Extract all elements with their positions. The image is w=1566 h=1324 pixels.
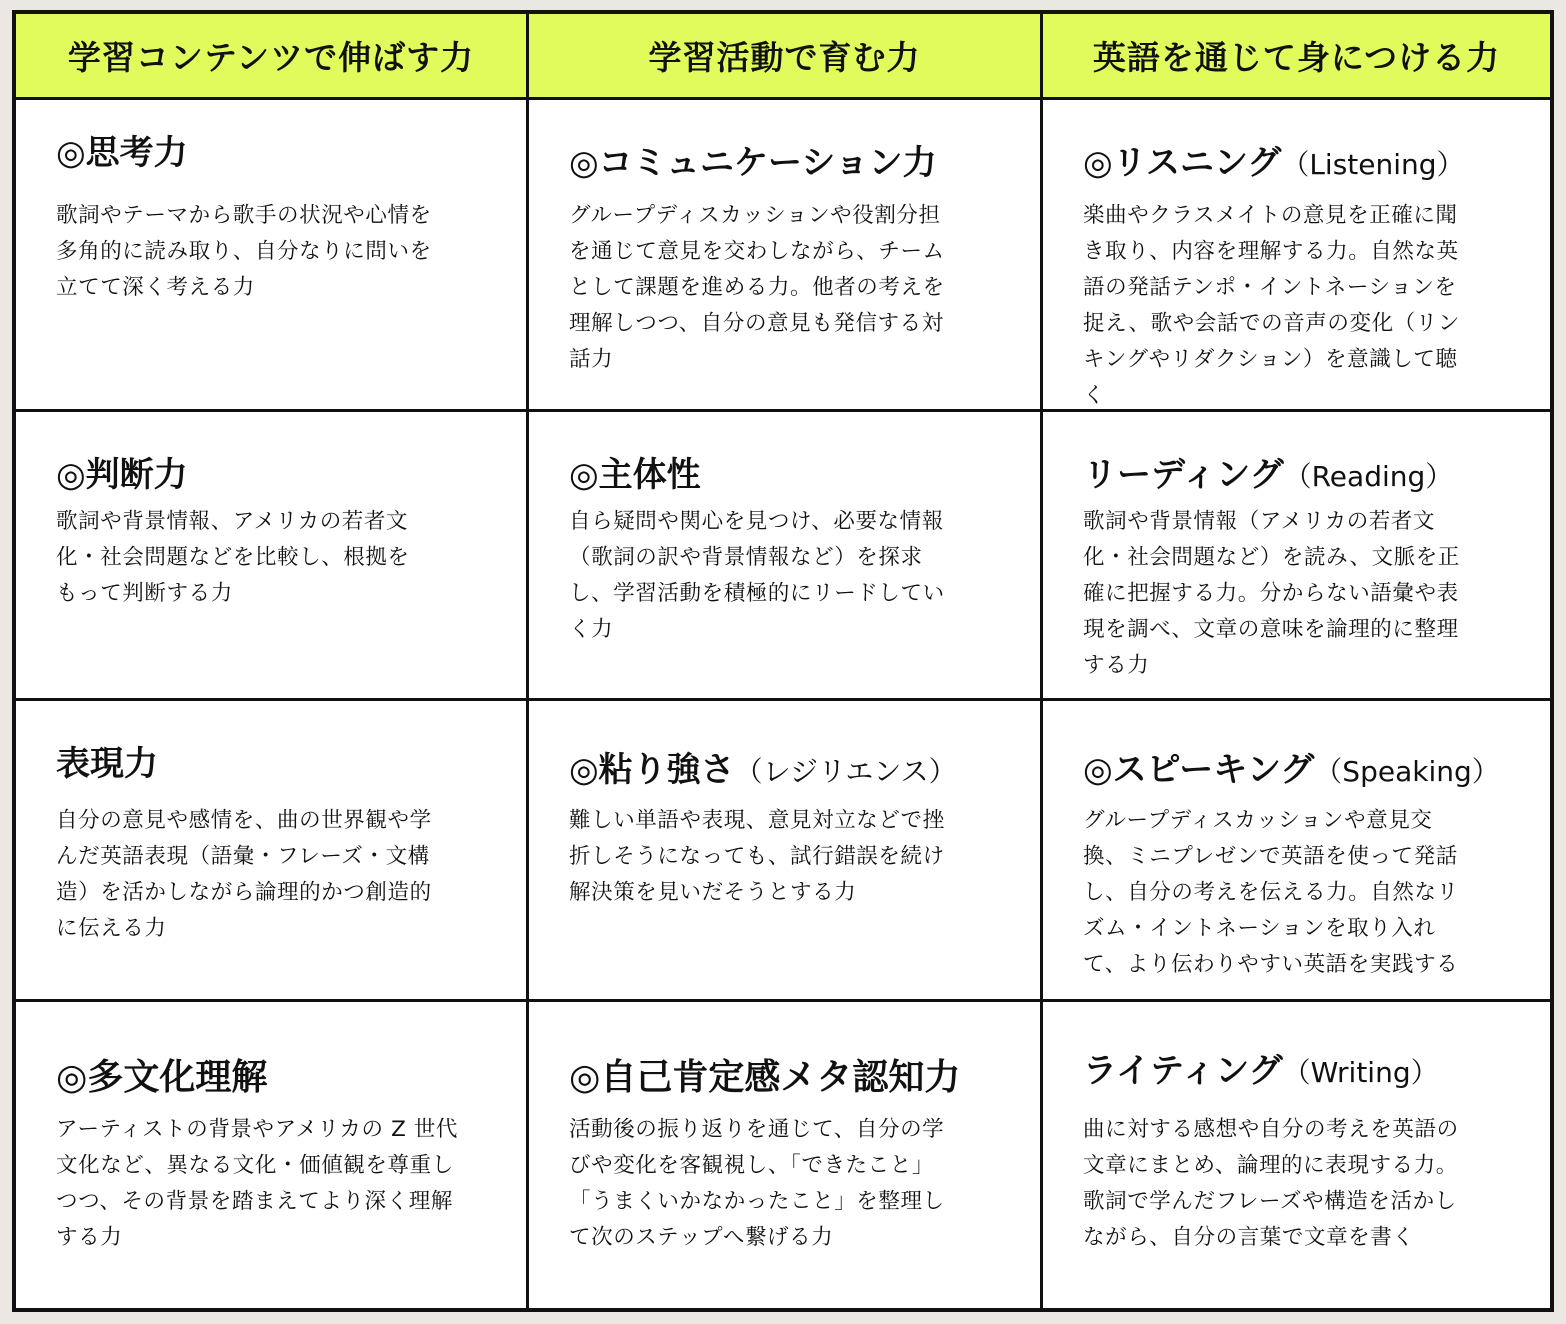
cell-multicultural	[16, 1002, 529, 1308]
header-label: 学習コンテンツで伸ばす力	[67, 38, 475, 77]
header-label: 英語を通じて身につける力	[1092, 38, 1501, 77]
cell-self-esteem	[529, 1002, 1043, 1308]
cell-expression	[16, 701, 529, 1002]
header-activity-skills	[529, 14, 1043, 100]
header-content-skills	[16, 14, 529, 100]
skills-table	[12, 10, 1554, 1312]
cell-description: 自分の意見や感情を、曲の世界観や学 んだ英語表現（語彙・フレーズ・文構 造）を活かしながら論理的かつ創造的 に伝える力	[56, 808, 432, 941]
cell-speaking	[1043, 701, 1550, 1002]
header-label: 学習活動で育む力	[648, 38, 921, 77]
cell-resilience	[529, 701, 1043, 1002]
cell-title: ◎主体性	[569, 455, 701, 495]
cell-title: ◎思考力	[56, 133, 188, 173]
cell-initiative	[529, 412, 1043, 701]
cell-title: ◎リスニング（Listening）	[1083, 143, 1465, 183]
cell-title: 表現力	[56, 744, 158, 784]
cell-description: 曲に対する感想や自分の考えを英語の 文章にまとめ、論理的に表現する力。 歌詞で学んだフレーズや構造を活かし ながら、自分の言葉で文章を書く	[1083, 1117, 1459, 1250]
cell-communication	[529, 100, 1043, 412]
cell-writing	[1043, 1002, 1550, 1308]
cell-title: ◎多文化理解	[56, 1057, 268, 1098]
cell-title: ライティング（Writing）	[1083, 1051, 1439, 1091]
cell-description: 活動後の振り返りを通じて、自分の学 びや変化を客観視し、「できたこと」 「うまくいかなかったこと」を整理し て次のステップへ繋げる力	[569, 1117, 945, 1250]
cell-title: リーディング（Reading）	[1083, 455, 1454, 495]
cell-judgment	[16, 412, 529, 701]
cell-description: 歌詞や背景情報、アメリカの若者文 化・社会問題などを比較し、根拠を もって判断する力	[56, 509, 410, 606]
cell-description: 楽曲やクラスメイトの意見を正確に聞 き取り、内容を理解する力。自然な英 語の発話テンポ・イントネーションを 捉え、歌や会話での音声の変化（リン キングやリダクション）を意識して聴 く	[1083, 203, 1460, 408]
cell-thinking	[16, 100, 529, 412]
cell-title: ◎自己肯定感メタ認知力	[569, 1057, 961, 1098]
cell-title: ◎粘り強さ（レジリエンス）	[569, 750, 957, 790]
cell-description: グループディスカッションや役割分担 を通じて意見を交わしながら、チーム として課題を進める力。他者の考えを 理解しつつ、自分の意見も発信する対 話力	[569, 203, 945, 372]
cell-description: 歌詞や背景情報（アメリカの若者文 化・社会問題など）を読み、文脈を正 確に把握する力。分からない語彙や表 現を調べ、文章の意味を論理的に整理 する力	[1083, 509, 1460, 678]
cell-description: アーティストの背景やアメリカの Z 世代 文化など、異なる文化・価値観を尊重し つつ、その背景を踏まえてより深く理解 する力	[56, 1117, 459, 1250]
header-english-skills	[1043, 14, 1550, 100]
cell-listening	[1043, 100, 1550, 412]
cell-title: ◎判断力	[56, 455, 188, 495]
cell-title: ◎スピーキング（Speaking）	[1083, 750, 1500, 790]
cell-description: 自ら疑問や関心を見つけ、必要な情報 （歌詞の訳や背景情報など）を探求 し、学習活動を積極的にリードしてい く力	[569, 509, 945, 642]
cell-description: 難しい単語や表現、意見対立などで挫 折しそうになっても、試行錯誤を続け 解決策を見いだそうとする力	[569, 808, 945, 905]
cell-description: 歌詞やテーマから歌手の状況や心情を 多角的に読み取り、自分なりに問いを 立てて深く考える力	[56, 203, 432, 300]
cell-reading	[1043, 412, 1550, 701]
cell-title: ◎コミュニケーション力	[569, 143, 937, 183]
cell-description: グループディスカッションや意見交 換、ミニプレゼンで英語を使って発話 し、自分の考えを伝える力。自然なリ ズム・イントネーションを取り入れ て、より伝わりやすい英語を実践する	[1083, 808, 1459, 977]
